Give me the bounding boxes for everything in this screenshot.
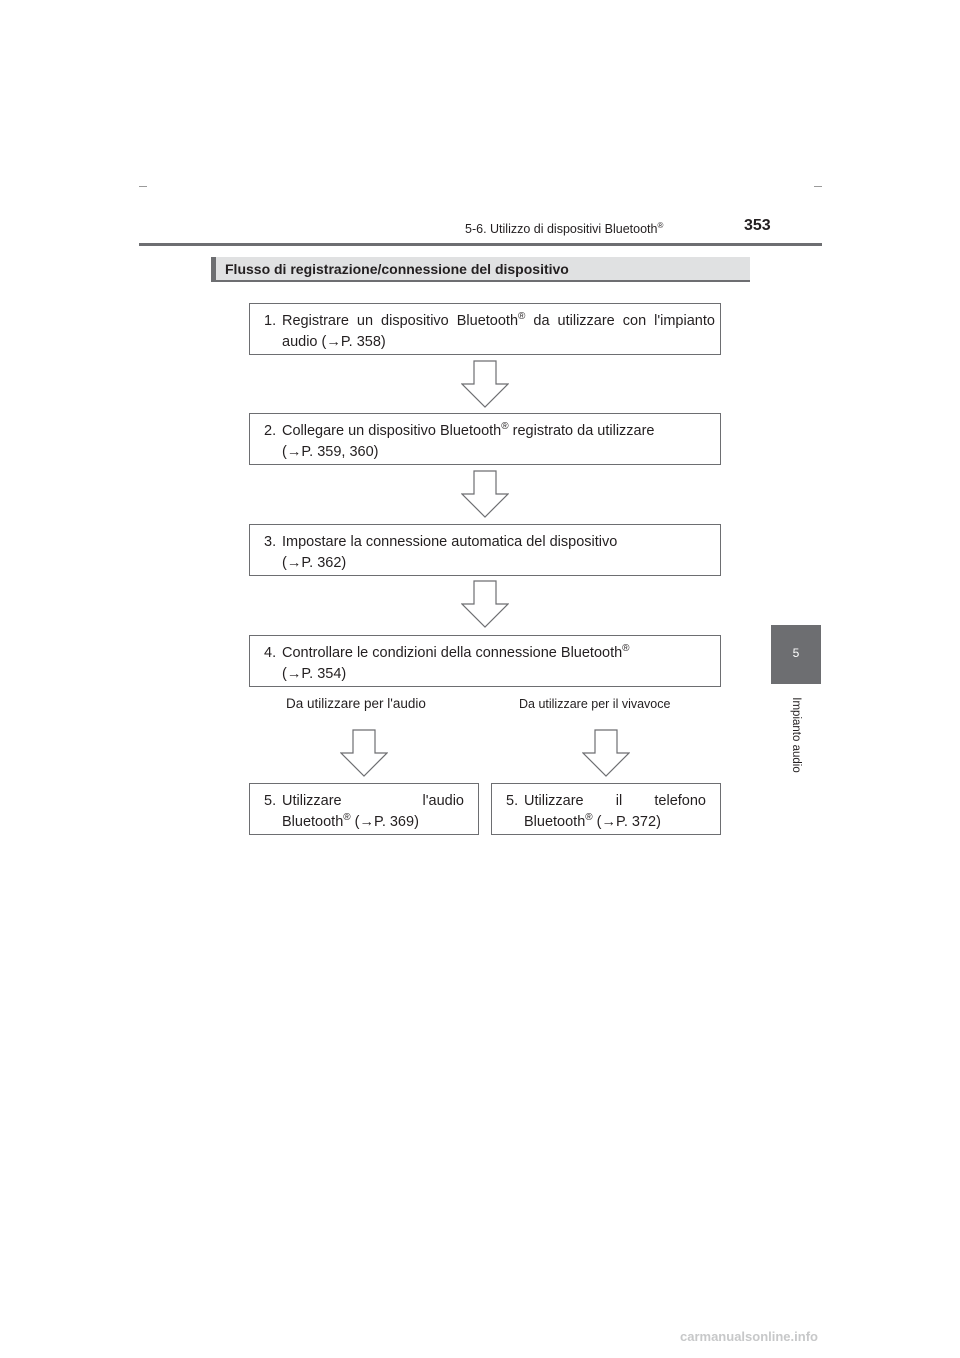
step-box-3 [249,524,721,576]
page-number: 353 [744,217,771,234]
step-text-line2: (→P. 354) [282,666,347,682]
branch-label-audio: Da utilizzare per l'audio [286,696,426,711]
step-number: 2. [264,423,277,439]
word: un [356,313,374,329]
step-number: 3. [264,534,277,550]
step-text-line1 [282,311,715,332]
down-arrow-icon [582,729,630,777]
step-text-line2: Bluetooth® (→P. 369) [282,812,419,830]
footer-watermark: carmanualsonline.info [680,1329,818,1344]
step-text-line2: (→P. 359, 360) [282,444,379,460]
step-text-line1 [524,791,706,812]
crop-mark [139,186,147,187]
step-box-4 [249,635,721,687]
step-number: 5. [506,793,519,809]
down-arrow-icon [461,580,509,628]
chapter-number: 5 [792,646,800,660]
section-title-bar [211,257,750,282]
word: dispositivo [381,313,449,329]
running-header-section: 5-6. Utilizzo di dispositivi Bluetooth® [465,221,664,237]
word: Utilizzare [282,793,342,809]
word: da [533,313,550,329]
step-text-line1: Impostare la connessione automatica del dispositivo [282,534,618,550]
step-number: 1. [264,313,277,329]
step-box-5-audio [249,783,479,835]
step-box-2 [249,413,721,465]
word: Bluetooth® [456,311,526,329]
step-number: 5. [264,793,277,809]
word: il [615,793,623,809]
step-text-line2: Bluetooth® (→P. 372) [524,812,661,830]
crop-mark [814,186,822,187]
down-arrow-icon [461,360,509,408]
title-accent [211,257,216,280]
step-text-line1: Collegare un dispositivo Bluetooth® registrato da utilizzare [282,421,655,439]
section-title: Flusso di registrazione/connessione del dispositivo [225,261,569,277]
branch-label-handsfree: Da utilizzare per il vivavoce [519,697,671,711]
word: con [622,313,647,329]
step-text-line1 [282,791,464,812]
down-arrow-icon [461,470,509,518]
step-box-5-phone [491,783,721,835]
word: l'impianto [654,313,715,329]
chapter-label: Impianto audio [790,697,802,773]
word: telefono [654,793,706,809]
word: Utilizzare [524,793,584,809]
chapter-tab [771,625,821,684]
word: Registrare [282,313,349,329]
word: l'audio [422,793,464,809]
step-text-line2: audio (→P. 358) [282,334,386,350]
down-arrow-icon [340,729,388,777]
step-box-1 [249,303,721,355]
header-rule [139,243,822,246]
step-text-line2: (→P. 362) [282,555,347,571]
step-text-line1: Controllare le condizioni della connessione Bluetooth® [282,643,630,661]
step-number: 4. [264,645,277,661]
word: utilizzare [557,313,615,329]
